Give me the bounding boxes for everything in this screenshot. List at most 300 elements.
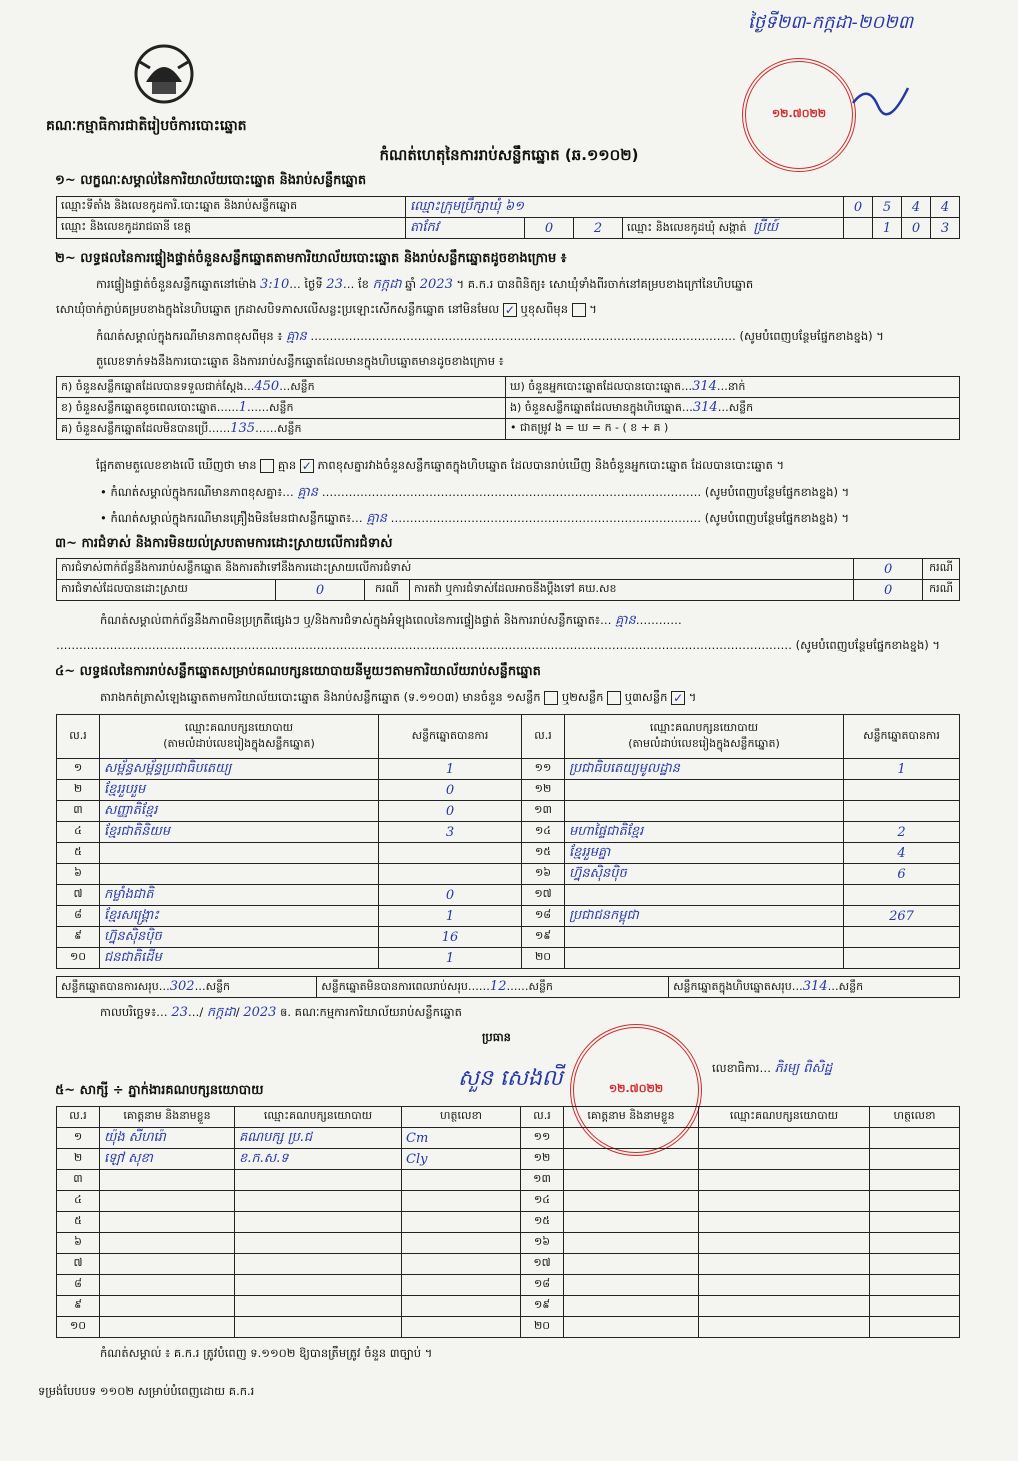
vote-count — [844, 927, 960, 948]
province-value: តាកែវ — [406, 218, 525, 239]
witness-row — [57, 1254, 960, 1275]
vote-count: 0 — [379, 801, 522, 822]
vote-count: 2 — [844, 822, 960, 843]
unit: ករណី — [365, 580, 410, 601]
vote-count — [844, 885, 960, 906]
witness-no: ១១ — [521, 1128, 564, 1149]
appeal-label: ការតវ៉ា ឬការជំទាស់ដែលអាចនឹងប្តឹងទៅ គឃ.សខ — [410, 580, 854, 601]
witness-party — [235, 1317, 402, 1338]
party-name: ហ្វ៊ុនស៊ិនប៉ិច — [565, 864, 844, 885]
appeal-count: 0 — [854, 580, 923, 601]
unit: ករណី — [923, 559, 960, 580]
result-row — [57, 927, 960, 948]
text: ឈ្មោះគណបក្សនយោបាយ — [184, 720, 294, 734]
vote-count: 1 — [379, 948, 522, 969]
col-header: គោត្តនាម និងនាមខ្លួន — [100, 1107, 235, 1128]
text: (តាមលំដាប់លេខរៀងក្នុងសន្លឹកឆ្នោត) — [163, 736, 315, 750]
hint: (សូមបំពេញបន្ថែមផ្នែកខាងខ្នង) ។ — [739, 329, 884, 343]
no-difference-checkbox[interactable]: ✓ — [301, 458, 312, 473]
empty-cell — [699, 1149, 870, 1170]
result-row — [57, 822, 960, 843]
resolved-label: ការជំទាស់ដែលបានដោះស្រាយ — [57, 580, 276, 601]
chair-label: ប្រធាន — [482, 1030, 511, 1044]
vote-count: 1 — [379, 759, 522, 780]
witness-no: ៣ — [57, 1170, 100, 1191]
text: គ្មាន — [277, 458, 297, 472]
emblem-logo — [132, 42, 196, 110]
commune-code: 0 — [902, 218, 931, 239]
vote-count: 267 — [844, 906, 960, 927]
col-header: ល.រ — [522, 715, 565, 759]
witness-sign — [402, 1212, 521, 1233]
witness-sign — [402, 1254, 521, 1275]
col-header — [565, 715, 844, 759]
commune-label: ឈ្មោះ និងលេខកូដឃុំ សង្កាត់ — [627, 220, 747, 234]
unit: សន្លឹក — [838, 979, 864, 993]
hint: (សូមបំពេញបន្ថែមផ្នែកខាងខ្នង) ។ — [704, 511, 850, 525]
text: ផ្អែកតាមតួលេខខាងលើ ឃើញថា មាន — [96, 458, 257, 472]
empty-cell — [870, 1170, 960, 1191]
witness-party — [235, 1170, 402, 1191]
province-code: 0 — [525, 218, 574, 239]
party-name — [565, 801, 844, 822]
witness-no: ២ — [57, 1149, 100, 1170]
empty-cell — [699, 1212, 870, 1233]
vote-count: 1 — [844, 759, 960, 780]
has-difference-checkbox[interactable] — [260, 459, 274, 473]
empty-cell — [699, 1191, 870, 1212]
commune-code: 1 — [873, 218, 902, 239]
result-row — [57, 801, 960, 822]
label: ខ) ចំនួនសន្លឹកឆ្នោតខូចពេលបោះឆ្នោត — [61, 400, 217, 414]
party-name: ប្រជាជនកម្ពុជា — [565, 906, 844, 927]
label: គ) ចំនួនសន្លឹកឆ្នោតដែលមិនបានប្រើ — [61, 421, 209, 435]
date-line: កាលបរិច្ឆេទ៖… 23…/ កក្កដា/ 2023 ឲ. គណៈកម្មការការិយាល័យរាប់សន្លឹកឆ្នោត — [100, 1005, 462, 1020]
text: លេខាធិការ — [712, 1061, 760, 1075]
col-header — [100, 715, 379, 759]
witness-name — [100, 1212, 235, 1233]
empty-cell — [870, 1191, 960, 1212]
col-header: ឈ្មោះគណបក្សនយោបាយ — [699, 1107, 870, 1128]
secretary-line: លេខាធិការ… ភិរម្យ ពិសិដ្ឋ — [712, 1061, 833, 1076]
day-value: 23 — [326, 277, 343, 292]
total-valid: 302 — [169, 978, 195, 994]
totals-table: សន្លឹកឆ្នោតបានការសរុប…302…សន្លឹក សន្លឹកឆ្នោតមិនបានការពេលរាប់សរុប……12……សន្លឹក សន្លឹកឆ្នោតក្នុងហិបឆ្នោតសរុប…314…សន្លឹក — [56, 976, 960, 998]
date-year: 2023 — [243, 1005, 277, 1020]
row-number: ២ — [57, 780, 100, 801]
figures-table: ក) ចំនួនសន្លឹកឆ្នោតដែលបានទទួលជាក់ស្តែង…450…សន្លឹក ឃ) ចំនួនអ្នកបោះឆ្នោតដែលបានបោះឆ្នោត…314…នាក់ ខ) ចំនួនសន្លឹកឆ្នោតខូចពេលបោះឆ្នោត……1……សន្លឹក ង) ចំនួនសន្លឹកឆ្នោតដែលមានក្នុងហិបឆ្នោត…314…សន្លឹក គ) ចំនួនសន្លឹកឆ្នោតដែលមិនបានប្រើ……135……សន្លឹក • ជាតម្រូវ ង = ឃ = ក - ( ខ + គ ) — [56, 376, 960, 440]
objection-label: ការជំទាស់ពាក់ព័ន្ធនឹងការរាប់សន្លឹកឆ្នោត និងការតវ៉ាទៅនឹងការដោះស្រាយលើការជំទាស់ — [57, 559, 854, 580]
row-number: ១៥ — [522, 843, 565, 864]
witness-no: ១៨ — [521, 1275, 564, 1296]
label: សន្លឹកឆ្នោតបានការសរុប — [61, 979, 159, 993]
witness-no: ១៥ — [521, 1212, 564, 1233]
witness-party — [235, 1296, 402, 1317]
irregularity-value: គ្មាន — [615, 613, 636, 628]
code-digit: 4 — [902, 197, 931, 218]
vote-count — [379, 843, 522, 864]
empty-cell — [564, 1296, 699, 1317]
section1-heading: ១~ លក្ខណៈសម្គាល់នៃការិយាល័យបោះឆ្នោត និងរាប់សន្លឹកឆ្នោត — [55, 173, 367, 188]
empty-cell — [870, 1317, 960, 1338]
hint: (សូមបំពេញបន្ថែមផ្នែកខាងខ្នង) ។ — [704, 485, 850, 499]
party-name: សញ្ញាតិខ្មែរ — [100, 801, 379, 822]
time-value: 3:10 — [260, 277, 290, 292]
empty-cell — [699, 1254, 870, 1275]
party-name — [565, 780, 844, 801]
fig-d-value: 314 — [692, 378, 717, 394]
unit: សន្លឹក — [728, 400, 754, 414]
witness-row — [57, 1149, 960, 1170]
witness-party — [235, 1233, 402, 1254]
row-number: ១១ — [522, 759, 565, 780]
witness-no: ១៩ — [521, 1296, 564, 1317]
row-number: ៤ — [57, 822, 100, 843]
witness-no: ៧ — [57, 1254, 100, 1275]
empty-cell — [699, 1128, 870, 1149]
party-name — [100, 864, 379, 885]
witness-row — [57, 1191, 960, 1212]
party-name: ខ្មែរជាតិនិយម — [100, 822, 379, 843]
text: • កំណត់សម្គាល់ក្នុងករណីមានគ្រឿងមិនមែនជាសន្លឹកឆ្នោត៖ — [100, 511, 352, 525]
total-invalid: 12 — [489, 978, 507, 994]
witness-sign — [402, 1296, 521, 1317]
row-number: ១៩ — [522, 927, 565, 948]
total-box: 314 — [802, 978, 828, 994]
party-name: កម្លាំងជាតិ — [100, 885, 379, 906]
row-number: ២០ — [522, 948, 565, 969]
code-digit: 5 — [873, 197, 902, 218]
note-value: គ្មាន — [286, 329, 307, 344]
row-number: ៨ — [57, 906, 100, 927]
text: ឆ្នាំ — [405, 277, 417, 291]
witness-party: ខ.ក.ស.ទ — [235, 1149, 402, 1170]
same-checkbox[interactable]: ✓ — [504, 302, 515, 317]
label: សន្លឹកឆ្នោតមិនបានការពេលរាប់សរុប — [321, 979, 468, 993]
unit: សន្លឹក — [277, 421, 302, 435]
result-row — [57, 948, 960, 969]
witness-name: យ៉ុង សីហរ៉ោ — [100, 1128, 235, 1149]
witness-name — [100, 1254, 235, 1275]
diff-note1-line: • កំណត់សម្គាល់ក្នុងករណីមានភាពខុសគ្នា៖… គ្មាន ……………………………………………………………………………………… (សូមបំពេញបន្ថែមផ្នែកខាងខ្នង) ។ — [100, 485, 850, 500]
vote-count: 1 — [379, 906, 522, 927]
party-name: ជនជាតិដើម — [100, 948, 379, 969]
vote-count — [844, 801, 960, 822]
col-header: សន្លឹកឆ្នោតបានការ — [379, 715, 522, 759]
secretary-signature: ភិរម្យ ពិសិដ្ឋ — [774, 1061, 833, 1076]
label: សន្លឹកឆ្នោតក្នុងហិបឆ្នោតសរុប — [673, 979, 792, 993]
unit: នាក់ — [727, 379, 746, 393]
witness-no: ១៦ — [521, 1233, 564, 1254]
col-header: ល.រ — [57, 1107, 100, 1128]
form-title: កំណត់ហេតុនៃការរាប់សន្លឹកឆ្នោត (ឆ.១១០២) — [379, 146, 639, 164]
witness-party — [235, 1254, 402, 1275]
section3-heading: ៣~ ការជំទាស់ និងការមិនយល់ស្របតាមការដោះស្រាយលើការជំទាស់ — [55, 536, 393, 551]
witness-name — [100, 1170, 235, 1191]
text: តារាងកត់ត្រាសំឡេងឆ្នោតតាមការិយាល័យបោះឆ្នោត និងរាប់សន្លឹកឆ្នោត (ទ.១១០៣) មានចំនួន ១សន្លឹក — [100, 690, 541, 704]
section4-heading: ៤~ លទ្ធផលនៃការរាប់សន្លឹកឆ្នោតសម្រាប់គណបក្សនយោបាយនីមួយៗតាមការិយាល័យរាប់សន្លឹកឆ្នោត — [55, 664, 541, 679]
commune-cell — [623, 218, 844, 239]
empty-cell — [870, 1254, 960, 1275]
party-name — [100, 843, 379, 864]
empty-cell — [564, 1149, 699, 1170]
witness-no: ៨ — [57, 1275, 100, 1296]
row-number: ១៦ — [522, 864, 565, 885]
diff-note2-line: • កំណត់សម្គាល់ក្នុងករណីមានគ្រឿងមិនមែនជាសន្លឹកឆ្នោត៖… គ្មាន ……………………………………………………………………… (សូមបំពេញបន្ថែមផ្នែកខាងខ្នង) ។ — [100, 511, 850, 526]
label: ក) ចំនួនសន្លឹកឆ្នោតដែលបានទទួលជាក់ស្តែង — [61, 379, 244, 393]
witness-no: ១០ — [57, 1317, 100, 1338]
result-row — [57, 780, 960, 801]
commune-value: ប្រីយ៍ — [753, 219, 779, 235]
empty-cell — [564, 1233, 699, 1254]
empty-cell — [699, 1170, 870, 1191]
formula: ជាតម្រូវ ង = ឃ = ក - ( ខ + គ ) — [520, 421, 669, 434]
witness-party — [235, 1191, 402, 1212]
location-value: ឈ្មោះក្រុមប្រឹក្សាឃុំ ៦១ — [406, 197, 844, 218]
fig-c-value: 135 — [230, 420, 256, 436]
party-name — [565, 948, 844, 969]
different-checkbox[interactable] — [572, 303, 586, 317]
figures-intro: តួលេខទាក់ទងនឹងការបោះឆ្នោត និងការរាប់សន្លឹកឆ្នោតដែលមានក្នុងហិបឆ្នោតមានដូចខាងក្រោម ៖ — [96, 354, 504, 368]
vote-count — [379, 864, 522, 885]
text: • កំណត់សម្គាល់ក្នុងករណីមានភាពខុសគ្នា៖ — [100, 485, 283, 499]
empty-cell — [699, 1275, 870, 1296]
objections-table — [56, 558, 960, 601]
row-number: ១៨ — [522, 906, 565, 927]
unit: ករណី — [923, 580, 960, 601]
seal-text: ១២.៧០២២ — [771, 107, 827, 120]
province-code: 2 — [574, 218, 623, 239]
text: ភាពខុសគ្នារវាងចំនួនសន្លឹកឆ្នោតក្នុងហិបឆ្នោត ដែលបានរាប់ឃើញ និងចំនួនអ្នកបោះឆ្នោត ដែលបានបោះឆ្នោត ។ — [317, 458, 785, 472]
diff-value1: គ្មាន — [297, 485, 319, 500]
location-label: ឈ្មោះទីតាំង និងលេខកូដការិ.បោះឆ្នោត និងរាប់សន្លឹកឆ្នោត — [57, 197, 406, 218]
unit: សន្លឹក — [269, 400, 294, 414]
irregularity-note: កំណត់សម្គាល់ពាក់ព័ន្ធនឹងភាពមិនប្រក្រតីផ្សេងៗ ឬ/និងការជំទាស់ក្នុងអំឡុងពេលនៃការផ្ទៀងផ្ទាត់ និងការរាប់សន្លឹកឆ្នោត៖… គ្មាន………… — [100, 613, 682, 628]
col-header: ឈ្មោះគណបក្សនយោបាយ — [235, 1107, 402, 1128]
unit: សន្លឹក — [528, 979, 553, 993]
witness-name — [100, 1275, 235, 1296]
result-row — [57, 843, 960, 864]
witness-sign — [402, 1170, 521, 1191]
resolved-count: 0 — [276, 580, 365, 601]
party-name: សម្ព័ន្ធសម្ព័ន្ធប្រជាធិបតេយ្យ — [100, 759, 379, 780]
witness-no: ២០ — [521, 1317, 564, 1338]
witness-sign — [402, 1191, 521, 1212]
witness-footnote: កំណត់សម្គាល់ ៖ គ.ក.រ ត្រូវបំពេញ ទ.១១០២ ឱ្យបានត្រឹមត្រូវ ចំនួន ៣ច្បាប់ ។ — [100, 1346, 433, 1360]
text: ឈ្មោះគណបក្សនយោបាយ — [649, 720, 759, 734]
blank-cell — [844, 218, 873, 239]
witness-no: ៦ — [57, 1233, 100, 1254]
three-sheet-checkbox[interactable]: ✓ — [673, 690, 684, 705]
party-name — [565, 927, 844, 948]
col-header: គោត្តនាម និងនាមខ្លួន — [564, 1107, 699, 1128]
diff-value2: គ្មាន — [366, 511, 387, 526]
text: ឬ៣សន្លឹក — [624, 690, 668, 704]
witness-name: ឡៅ សុខា — [100, 1149, 235, 1170]
party-name — [565, 885, 844, 906]
row-number: ៧ — [57, 885, 100, 906]
hint: (សូមបំពេញបន្ថែមផ្នែកខាងខ្នង) ។ — [795, 638, 940, 652]
text: ខែ — [358, 277, 369, 291]
witness-party — [235, 1275, 402, 1296]
witness-sign — [402, 1233, 521, 1254]
signature-top — [848, 78, 918, 118]
fig-e-value: 314 — [692, 399, 718, 415]
vote-count: 3 — [379, 822, 522, 843]
empty-cell — [564, 1212, 699, 1233]
witness-no: ១៧ — [521, 1254, 564, 1275]
result-row — [57, 759, 960, 780]
text: កាលបរិច្ឆេទ៖ — [100, 1005, 157, 1019]
compare-line — [96, 458, 784, 475]
text: ឬខុសពីមុន — [520, 302, 568, 316]
row-number: ៥ — [57, 843, 100, 864]
text: កំណត់សម្គាល់ពាក់ព័ន្ធនឹងភាពមិនប្រក្រតីផ្សេងៗ ឬ/និងការជំទាស់ក្នុងអំឡុងពេលនៃការផ្ទៀងផ្ទាត់ និងការរាប់សន្លឹកឆ្នោត៖ — [100, 613, 600, 627]
empty-cell — [870, 1233, 960, 1254]
row-number: ១៣ — [522, 801, 565, 822]
verification-line: ការផ្ទៀងផ្ទាត់ចំនួនសន្លឹកឆ្នោតនៅម៉ោង 3:10… ថ្ងៃទី 23… ខែ កក្កដា ឆ្នាំ 2023 ។ គ.ក.រ បានពិនិត្យ៖ សោឃុំទាំងពីរចាក់នៅគម្របខាងក្រៅនៃហិបឆ្នោត — [96, 277, 754, 292]
party-name: មហាផ្ទៃជាតិខ្មែរ — [565, 822, 844, 843]
section1-table — [56, 196, 960, 239]
text: កំណត់សម្គាល់ក្នុងករណីមានភាពខុសពីមុន ៖ — [96, 329, 283, 343]
vote-count — [844, 780, 960, 801]
witness-no: ១២ — [521, 1149, 564, 1170]
witness-name — [100, 1296, 235, 1317]
vote-count: 16 — [379, 927, 522, 948]
row-number: ១២ — [522, 780, 565, 801]
empty-cell — [564, 1254, 699, 1275]
witness-row — [57, 1317, 960, 1338]
row-number: ១៤ — [522, 822, 565, 843]
empty-cell — [870, 1212, 960, 1233]
empty-cell — [564, 1275, 699, 1296]
label: ង) ចំនួនសន្លឹកឆ្នោតដែលមានក្នុងហិបឆ្នោត — [510, 400, 682, 414]
witness-sign — [402, 1275, 521, 1296]
code-digit: 4 — [931, 197, 960, 218]
top-handwritten-note: ថ្ងៃទី២៣-កក្កដា-២០២៣ — [748, 12, 914, 33]
witness-sign: Cly — [402, 1149, 521, 1170]
empty-cell — [870, 1149, 960, 1170]
party-name: ប្រជាធិបតេយ្យមូលដ្ឋាន — [565, 759, 844, 780]
province-label: ឈ្មោះ និងលេខកូដរាជធានី ខេត្ត — [57, 218, 406, 239]
witness-no: ១៤ — [521, 1191, 564, 1212]
col-header: ហត្ថលេខា — [870, 1107, 960, 1128]
seal-check-line: សោឃុំចាក់ភ្ជាប់គម្របខាងក្នុងនៃហិបឆ្នោត ក្រដាសបិទភាសលើសន្លះប្រឡោះសើកសន្លឹកឆ្នោត នៅមិនមែល ✓ ឬខុសពីមុន ។ — [56, 302, 597, 317]
witness-row — [57, 1233, 960, 1254]
unit: សន្លឹក — [290, 379, 315, 393]
seal-text: ១២.៧០២២ — [608, 1082, 664, 1095]
witness-row — [57, 1170, 960, 1191]
col-header: ល.រ — [57, 715, 100, 759]
col-header: ហត្ថលេខា — [402, 1107, 521, 1128]
witness-name — [100, 1317, 235, 1338]
witness-name — [100, 1191, 235, 1212]
one-sheet-checkbox[interactable] — [544, 691, 558, 705]
witness-sign: Cm — [402, 1128, 521, 1149]
row-number: ៣ — [57, 801, 100, 822]
witness-no: ៩ — [57, 1296, 100, 1317]
section5-heading: ៥~ សាក្សី ÷ ភ្នាក់ងារគណបក្សនយោបាយ — [55, 1083, 264, 1098]
empty-cell — [870, 1296, 960, 1317]
empty-cell — [870, 1275, 960, 1296]
text: ការផ្ទៀងផ្ទាត់ចំនួនសន្លឹកឆ្នោតនៅម៉ោង — [96, 277, 257, 291]
empty-cell — [699, 1317, 870, 1338]
vote-count: 6 — [844, 864, 960, 885]
witness-row — [57, 1275, 960, 1296]
witness-party: គណបក្ស ប្រ.ជ — [235, 1128, 402, 1149]
witness-no: ៥ — [57, 1212, 100, 1233]
party-name: ខ្មែររួបរួម — [100, 780, 379, 801]
code-digit: 0 — [844, 197, 873, 218]
date-month: កក្កដា — [206, 1005, 236, 1020]
irregularity-hint-line: ………………………………………………………………………………………………………………………………………………………………………… (សូមបំពេញបន្ថែមផ្នែកខាងខ្នង) ។ — [56, 638, 940, 652]
empty-cell — [564, 1191, 699, 1212]
party-name: ហ្វ៊ុនស៊ិនប៉ិច — [100, 927, 379, 948]
empty-cell — [564, 1128, 699, 1149]
section2-heading: ២~ លទ្ធផលនៃការផ្ទៀងផ្ទាត់ចំនួនសន្លឹកឆ្នោតតាមការិយាល័យបោះឆ្នោត និងរាប់សន្លឹកឆ្នោតដូចខាងក្រោម ៖ — [55, 251, 567, 266]
row-number: ៩ — [57, 927, 100, 948]
empty-cell — [564, 1170, 699, 1191]
text: ឬ២សន្លឹក — [561, 690, 604, 704]
witness-no: ១ — [57, 1128, 100, 1149]
party-name: ខ្មែររួមគ្នា — [565, 843, 844, 864]
month-value: កក្កដា — [372, 277, 402, 292]
vote-count: 0 — [379, 780, 522, 801]
row-number: ១០ — [57, 948, 100, 969]
fig-b-value: 1 — [238, 399, 248, 415]
witness-no: ៤ — [57, 1191, 100, 1212]
text: ។ គ.ក.រ បានពិនិត្យ៖ សោឃុំទាំងពីរចាក់នៅគម្របខាងក្រៅនៃហិបឆ្នោត — [456, 277, 754, 291]
text: ឲ. គណៈកម្មការការិយាល័យរាប់សន្លឹកឆ្នោត — [280, 1005, 462, 1019]
witness-row — [57, 1296, 960, 1317]
label: ឃ) ចំនួនអ្នកបោះឆ្នោតដែលបានបោះឆ្នោត — [510, 379, 682, 393]
org-name: គណៈកម្មាធិការជាតិរៀបចំការបោះឆ្នោត — [46, 118, 247, 134]
note-line: កំណត់សម្គាល់ក្នុងករណីមានភាពខុសពីមុន ៖ គ្មាន ………………………………………………………………………………………………… (សូមបំពេញបន្ថែមផ្នែកខាងខ្នង) ។ — [96, 329, 884, 344]
empty-cell — [870, 1128, 960, 1149]
result-row — [57, 906, 960, 927]
year-value: 2023 — [419, 277, 453, 292]
text: (តាមលំដាប់លេខរៀងក្នុងសន្លឹកឆ្នោត) — [628, 736, 780, 750]
empty-cell — [699, 1233, 870, 1254]
row-number: ៦ — [57, 864, 100, 885]
tally-sheet-line: តារាងកត់ត្រាសំឡេងឆ្នោតតាមការិយាល័យបោះឆ្នោត និងរាប់សន្លឹកឆ្នោត (ទ.១១០៣) មានចំនួន ១សន្លឹក ឬ២សន្លឹក ឬ៣សន្លឹក ✓ ។ — [100, 690, 697, 705]
fig-a-value: 450 — [254, 378, 280, 394]
witness-sign — [402, 1317, 521, 1338]
commune-code: 3 — [931, 218, 960, 239]
witness-row — [57, 1212, 960, 1233]
empty-cell — [564, 1317, 699, 1338]
date-day: 23 — [171, 1005, 188, 1020]
vote-count: 0 — [379, 885, 522, 906]
row-number: ១៧ — [522, 885, 565, 906]
col-header: សន្លឹកឆ្នោតបានការ — [844, 715, 960, 759]
unit: សន្លឹក — [205, 979, 231, 993]
witness-party — [235, 1212, 402, 1233]
witness-no: ១៣ — [521, 1170, 564, 1191]
witness-table — [56, 1106, 960, 1338]
result-row — [57, 864, 960, 885]
empty-cell — [699, 1296, 870, 1317]
results-table — [56, 714, 960, 969]
vote-count — [844, 948, 960, 969]
two-sheet-checkbox[interactable] — [607, 691, 621, 705]
row-number: ១ — [57, 759, 100, 780]
footer-text: ទម្រង់បែបបទ ១១០២ សម្រាប់បំពេញដោយ គ.ក.រ — [38, 1384, 255, 1398]
text: ថ្ងៃទី — [304, 277, 323, 291]
col-header: ល.រ — [521, 1107, 564, 1128]
result-row — [57, 885, 960, 906]
objection-count: 0 — [854, 559, 923, 580]
